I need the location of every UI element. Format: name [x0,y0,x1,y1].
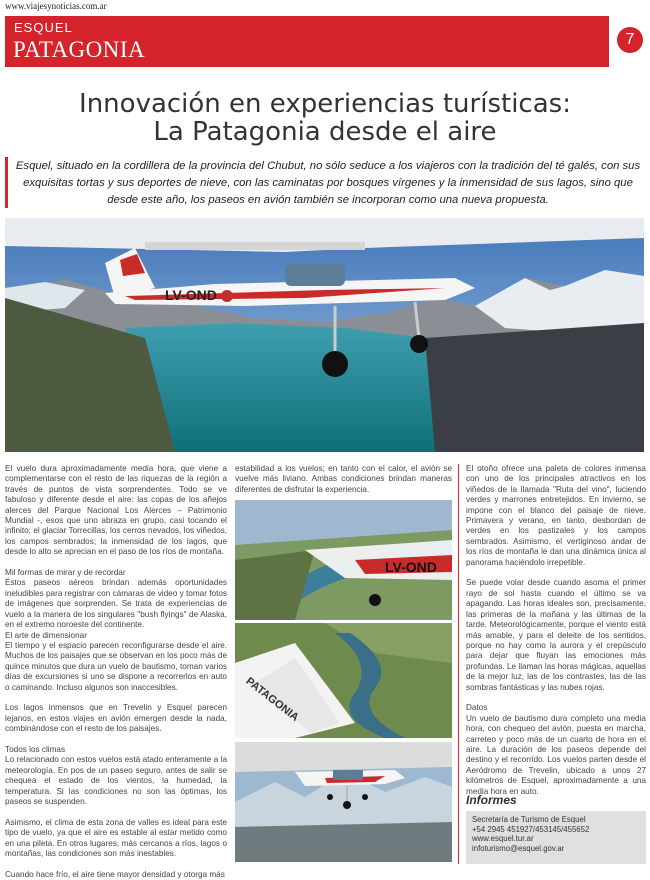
lead-paragraph: Esquel, situado en la cordillera de la provincia del Chubut, no sólo seduce a los viajeros con la tradición del té galés, con sus exquisitas tortas y sus deportes de nieve, con las caminatas por bosques vírgenes y la inmensidad de sus lagos, sino que desde este año, los paseos en avión también se incorporan como una nueva propuesta. [15,160,641,206]
lead-rule [5,157,8,208]
subhead: Datos [466,703,488,713]
paragraph: Cuando hace frío, el aire tiene mayor densidad y otorga más [5,869,225,879]
paragraph: Éstos paseos aéreos brindan además oportunidades ineludibles para registrar con cámaras de video y tomar fotos de imágenes que sorprenden. Se trata de experiencias de vuelo a la manera de los singulares "bush flyings" de Alaska, en el extremo noroeste del continente. [5,578,227,630]
section-kicker: ESQUEL [14,20,73,35]
spacer [466,568,646,578]
subhead: Mil formas de mirar y de recordar [5,568,126,578]
paragraph: El tiempo y el espacio parecen reconfigurarse desde el aire. Muchos de los paisajes que se observan en los poco más de quince minutos que dura un vuelo de bautismo, toman varios días de excursiones si uno se dispone a recorrerlos en auto o caminando. Incluso algunos son inaccesibles. [5,640,227,692]
info-line-phone: +54 2945 451927/453145/455652 [472,824,590,834]
info-line-email[interactable]: infoturismo@esquel.gov.ar [472,843,565,853]
photo-plane-registration: LV-OND [385,559,437,575]
article-column-2-text: estabilidad a los vuelos; en tanto con el calor, el avión se vuelve más liviano. Ambas condiciones brindan maneras diferentes de disfrutar la experiencia. [235,464,452,494]
headline-line-2: La Patagonia desde el aire [153,117,497,147]
spacer [5,558,227,568]
spacer [5,859,227,869]
site-url: www.viajesynoticias.com.ar [5,1,107,11]
spacer [5,807,227,817]
paragraph: Lo relacionado con estos vuelos está atado enteramente a la meteorología. En pos de un paseo seguro, antes de salir se chequea el estado de los vientos, la humedad, la temperatura. Si las condiciones no son las óptimas, los paseos se suspenden. [5,755,227,806]
subhead: Todos los climas [5,744,66,754]
spacer [466,693,646,703]
subhead: El arte de dimensionar [5,630,87,640]
info-box-title: Informes [466,793,517,807]
info-box [466,811,646,864]
info-line-organization: Secretaría de Turismo de Esquel [472,815,586,824]
spacer [5,693,227,703]
wing-lettering: PATAGONIA [243,675,301,724]
paragraph: El otoño ofrece una paleta de colores inmensa con uno de los principales atractivos en los viñedos de la llamada "Ruta del vino", luciendo verdes y marrones entretejidos. En invierno, se impone con el blanco del paisaje de nieve. Primavera y verano, en tanto, desbordan de verdes en los pastizales y los campos sembrados. Asimismo, el vertiginoso andar de los ríos de montaña le dan una dinámica única al panorama haciéndolo irrepetible. [466,464,646,567]
hero-photo [5,218,644,452]
article-column-3 [466,464,646,797]
paragraph: Se puede volar desde cuando asoma el primer rayo de sol hasta cuando el último se va apagando. Las horas ideales son, precisamente, las primeras de la mañana y las últimas de la tarde. Meteorológicamente, porque el viento está más amable, y para el deleite de los sentidos, porque no hay como la aurora y el crepúsculo para dejar que fluyan las emociones más profundas. Le llaman las horas mágicas, aquellas de la mejor luz, las de los contrastes, las de las sombras fantásticas y las nubes rojas. [466,578,646,692]
paragraph: El vuelo dura aproximadamente media hora, que viene a complementarse con el resto de las riquezas de la región a través de puntos de vista sorprendentes. Todo se ve fabuloso y diferente desde el aire: las copas de los añejos alerces del Parque Nacional Los Alerces – Patrimonio Mundial -, esos que uno abraza en grupo, casi tocando el infinito; el glaciar Torrecillas, los cerros nevados, los viñedos, los campos sembrados; la inmensidad de los lagos, que desde lo alto se aprecian en el paso de los ríos de montaña. [5,464,227,557]
paragraph: Asimismo, el clima de esta zona de valles es ideal para este tipo de vuelo, ya que el aire es estable al estar metido como en una pileta. En otros lugares, más cercanos a ríos, lagos o montañas, las condiciones son más inestables. [5,817,227,859]
page-number: 7 [617,27,643,53]
article-column-1 [5,464,227,880]
headline-line-1: Innovación en experiencias turísticas: [79,89,571,119]
spacer [5,735,227,745]
section-title: PATAGONIA [13,37,146,62]
column-divider [458,464,459,864]
photo-wing-valley [235,623,452,738]
photo-plane-river [235,500,452,620]
hero-plane-registration: LV-OND [165,287,217,303]
paragraph: Un vuelo de bautismo dura completo una media hora, con chequeo del avión, puesta en marcha, carreteo y poco más de un cuarto de hora en el aire. La duración de los paseos depende del destino y el recorrido. Los vuelos parten desde el Aeródromo de Trevelin, ubicado a unos 27 kilómetros de Esquel, aproximadamente a una media hora en auto. [466,713,646,796]
photo-plane-mountains [235,742,452,862]
info-line-website[interactable]: www.esquel.tur.ar [472,834,534,844]
paragraph: Los lagos inmensos que en Trevelin y Esquel parecen lejanos, en estos viajes en avión emergen desde la nada, combinándose con el resto de los paisajes. [5,703,227,734]
